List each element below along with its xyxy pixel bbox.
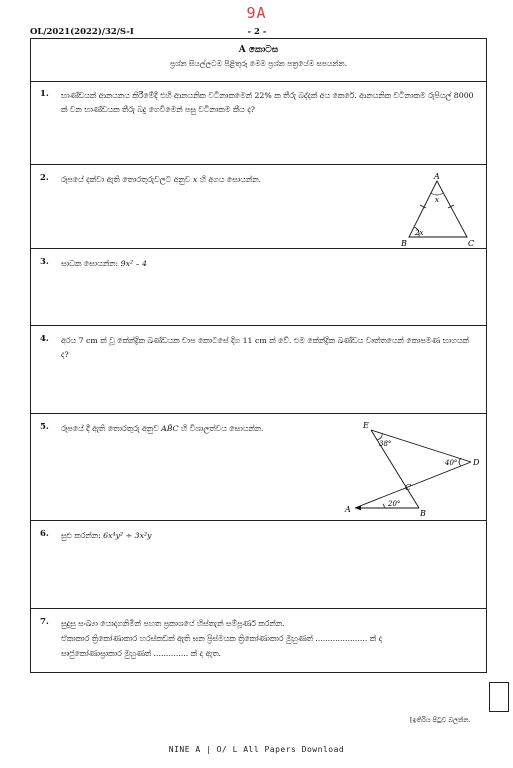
fill-in-line-1: ඒකාකාර ත්‍රිකෝණාකාර හරස්කඩක් ඇති ඝන ප්‍රිස්මයක ත්‍රිකෝණාකාර මුහුණත් ..................... ක් ද — [61, 634, 383, 643]
page-number: - 2 - — [247, 27, 267, 37]
question-5 — [31, 414, 486, 521]
vertex-label-d: D — [473, 458, 480, 467]
vertex-label-e: E — [363, 421, 369, 430]
question-text: සුළු කරන්න: 6x⁴y² ÷ 3x²y — [61, 531, 152, 540]
question-2 — [31, 165, 486, 249]
question-number: 1. — [40, 89, 49, 99]
vertex-label-b: B — [401, 239, 407, 248]
vertex-label-c: C — [405, 483, 412, 492]
angle-label-x: x — [435, 196, 439, 204]
section-title: A කොටස — [238, 45, 279, 55]
question-number: 7. — [40, 617, 49, 627]
triangle-figure — [391, 171, 481, 249]
watermark: 9A — [246, 4, 267, 22]
vertex-label-b: B — [420, 509, 426, 518]
question-3 — [31, 249, 486, 326]
section-instruction: ප්‍රශ්න සියල්ලටම පිළිතුරු මෙම ප්‍රශ්න පත්‍රයේම සපයන්න. — [170, 59, 347, 68]
section-header — [31, 39, 486, 82]
angle-figure — [341, 418, 481, 518]
question-text: අරය 7 cm ක් වූ කේන්ද්‍රික ඛණ්ඩයක චාප කොටසේ දිග 11 cm ක් වේ. එම කේන්ද්‍රික ඛණ්ඩය වෘත්තයෙන් කොපමණ භාගයක් ද? — [61, 336, 469, 359]
question-number: 5. — [40, 422, 49, 432]
question-text: භාණ්ඩයක් ආනයනය කිරීමේදී එහි ආනයනික වටිනාකමෙන් 22% ක තීරු බද්දක් අය කෙරේ. ආනයනික වටිනාකම රුපියල් 8000 ක් වන භාණ්ඩයක තීරු බදු ගෙවීමෙන් පසු වටිනාකම කීය ද? — [61, 91, 474, 114]
question-text: සුදුසු සංඛ්‍යා යොදාගනිමින් පහත ප්‍රකාශයේ හිස්තැන් සම්පූර්ණ කරන්න. — [61, 619, 285, 628]
question-1 — [31, 81, 486, 165]
vertex-label-c: C — [468, 239, 475, 248]
question-text: සාධක සොයන්න: 9x² – 4 — [61, 259, 147, 268]
question-text: රූපයේ දී ඇති තොරතුරු අනුව AB̂C හි විශාලත්වය සොයන්න. — [61, 424, 264, 433]
question-4 — [31, 326, 486, 414]
vertex-label-a: A — [434, 172, 440, 181]
question-6 — [31, 521, 486, 609]
fill-in-line-2: සෘජුකෝණාස්‍රාකාර මුහුණත් .............. ක් ද ඇත. — [61, 649, 222, 658]
question-number: 4. — [40, 334, 49, 344]
question-text: රූපයේ දක්වා ඇති තොරතුරුවලට අනුව x හි අගය සොයන්න. — [61, 175, 262, 184]
angle-label-2x: 2x — [415, 229, 424, 237]
footer-text: NINE A | O/ L All Papers Download — [168, 745, 345, 754]
vertex-label-a: A — [345, 505, 351, 514]
question-number: 3. — [40, 257, 49, 267]
paper-code: OL/2021(2022)/32/S-I — [30, 27, 134, 37]
question-frame — [30, 38, 487, 673]
question-number: 6. — [40, 529, 49, 539]
question-number: 2. — [40, 173, 49, 183]
angle-label-38: 38° — [379, 440, 392, 448]
angle-label-20: 20° — [388, 500, 401, 508]
marks-box — [489, 682, 509, 712]
turn-over-note: [ඉතිරිය පිටුව බලන්න. — [410, 716, 471, 724]
question-7 — [31, 609, 486, 674]
angle-label-40: 40° — [445, 459, 458, 467]
